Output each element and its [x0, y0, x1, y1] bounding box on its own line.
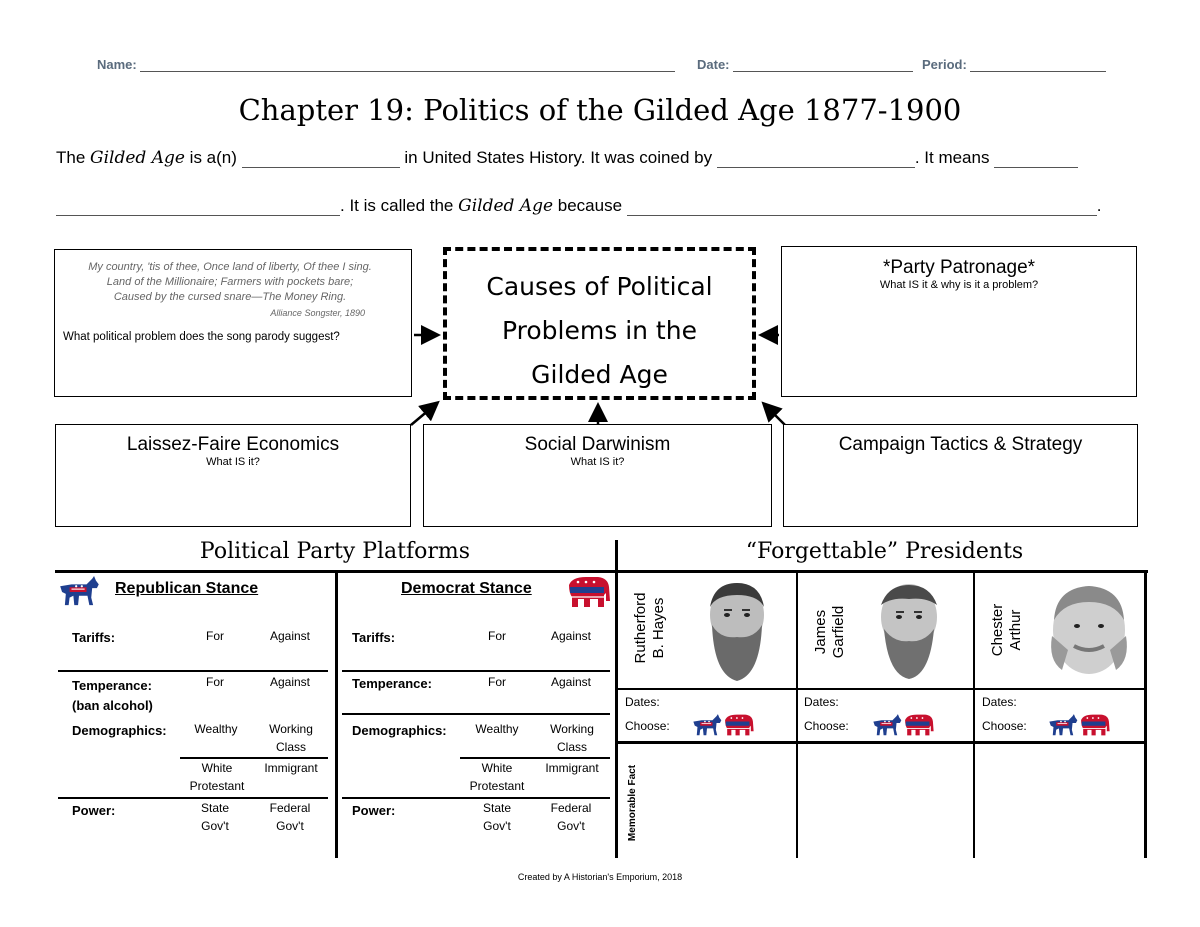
table-top-line: [55, 570, 1148, 573]
presidents-right-border: [1144, 571, 1147, 858]
poem: My country, 'tis of thee, Once land of liberty, Of thee I sing. Land of the Millionaire; Farmers with pockets bare; Caused by the cursed snare—The Money Ring.: [88, 261, 372, 303]
pres3-elephant-icon[interactable]: [1079, 713, 1111, 742]
rep-temperance-against[interactable]: Against: [269, 675, 311, 689]
pres2-elephant-icon[interactable]: [903, 713, 935, 742]
intro-line-1: The Gilded Age is a(n) in United States History. It was coined by . It means: [56, 148, 1078, 168]
rep-temperance-label: Temperance: (ban alcohol): [72, 678, 153, 713]
causes-center-box: Causes of Political Problems in the Gilded Age: [443, 247, 756, 400]
pres1-dates-label: Dates:: [625, 695, 660, 709]
poem-attribution: Alliance Songster, 1890: [270, 308, 365, 318]
pres1-choose-label: Choose:: [625, 719, 670, 733]
platforms-divider: [335, 571, 338, 858]
dem-temperance-for[interactable]: For: [488, 675, 506, 689]
presidents-title: “Forgettable” Presidents: [745, 539, 1024, 564]
rep-demo-white-protestant[interactable]: White Protestant: [189, 761, 245, 793]
pres3-dates-label: Dates:: [982, 695, 1017, 709]
dem-temperance-label: Temperance:: [352, 676, 432, 691]
song-question: What political problem does the song parody suggest?: [63, 331, 340, 343]
memorable-fact-label: Memorable Fact: [627, 764, 638, 842]
laissez-subtitle: What IS it?: [206, 456, 260, 468]
darwinism-subtitle: What IS it?: [570, 456, 625, 468]
row-divider: [342, 713, 610, 715]
rep-demo-working-class[interactable]: Working Class: [269, 722, 313, 754]
rep-demo-wealthy[interactable]: Wealthy: [194, 722, 238, 736]
dem-tariffs-for[interactable]: For: [488, 629, 506, 643]
social-darwinism-box[interactable]: [423, 424, 772, 527]
arrow-bottom-right: [765, 405, 785, 425]
pres2-choose-label: Choose:: [804, 719, 849, 733]
dem-demo-wealthy[interactable]: Wealthy: [475, 722, 519, 736]
rep-demo-immigrant[interactable]: Immigrant: [264, 761, 318, 775]
date-label: Date:: [697, 57, 730, 72]
period-label: Period:: [922, 57, 967, 72]
intro-line-2: . It is called the Gilded Age because .: [56, 196, 1102, 216]
democrat-stance-title: Democrat Stance: [401, 580, 532, 597]
president-3-name: Chester Arthur: [989, 603, 1024, 657]
president-3-portrait: [1044, 580, 1134, 685]
row-divider: [58, 670, 328, 672]
dem-demo-white-protestant[interactable]: White Protestant: [469, 761, 525, 793]
campaign-title: Campaign Tactics & Strategy: [838, 434, 1083, 455]
rep-temperance-for[interactable]: For: [206, 675, 224, 689]
dem-tariffs-label: Tariffs:: [352, 630, 396, 645]
dem-tariffs-against[interactable]: Against: [550, 629, 592, 643]
republican-stance-title: Republican Stance: [115, 580, 259, 597]
laissez-title: Laissez-Faire Economics: [126, 434, 340, 455]
page-title: Chapter 19: Politics of the Gilded Age 1877-1900: [238, 93, 962, 127]
row-divider: [342, 670, 610, 672]
president-2-portrait: [866, 577, 952, 690]
rep-tariffs-for[interactable]: For: [206, 629, 224, 643]
darwinism-title: Social Darwinism: [524, 434, 671, 455]
rep-tariffs-label: Tariffs:: [72, 630, 116, 645]
democrat-icon: [566, 575, 612, 614]
arrow-bottom-left: [411, 404, 436, 425]
name-label: Name:: [97, 57, 137, 72]
rep-power-state[interactable]: State Gov't: [200, 801, 230, 833]
patronage-title: *Party Patronage*: [882, 257, 1036, 278]
pres3-donkey-icon[interactable]: [1048, 713, 1078, 742]
dem-power-label: Power:: [352, 803, 396, 818]
dem-temperance-against[interactable]: Against: [550, 675, 592, 689]
dem-demographics-label: Demographics:: [352, 723, 447, 738]
dem-demo-working-class[interactable]: Working Class: [550, 722, 594, 754]
president-2-name: James Garfield: [812, 605, 847, 659]
dem-power-state[interactable]: State Gov't: [482, 801, 512, 833]
laissez-faire-box[interactable]: [55, 424, 411, 527]
president-1-name: Rutherford B. Hayes: [632, 592, 667, 664]
pres1-elephant-icon[interactable]: [723, 713, 755, 742]
pres3-choose-label: Choose:: [982, 719, 1027, 733]
pres2-dates-label: Dates:: [804, 695, 839, 709]
rep-power-federal[interactable]: Federal Gov't: [269, 801, 311, 833]
republican-icon: [58, 575, 100, 612]
pres2-donkey-icon[interactable]: [872, 713, 902, 742]
campaign-tactics-box[interactable]: [783, 424, 1138, 527]
pres1-donkey-icon[interactable]: [692, 713, 722, 742]
rep-demographics-label: Demographics:: [72, 723, 167, 738]
dem-demo-immigrant[interactable]: Immigrant: [545, 761, 599, 775]
president-1-portrait: [694, 577, 780, 690]
dem-power-federal[interactable]: Federal Gov't: [550, 801, 592, 833]
platforms-title: Political Party Platforms: [199, 539, 471, 564]
rep-power-label: Power:: [72, 803, 116, 818]
patronage-subtitle: What IS it & why is it a problem?: [879, 279, 1039, 291]
section-divider: [615, 540, 618, 858]
footer-credit: Created by A Historian's Emporium, 2018: [517, 872, 683, 882]
rep-tariffs-against[interactable]: Against: [269, 629, 311, 643]
